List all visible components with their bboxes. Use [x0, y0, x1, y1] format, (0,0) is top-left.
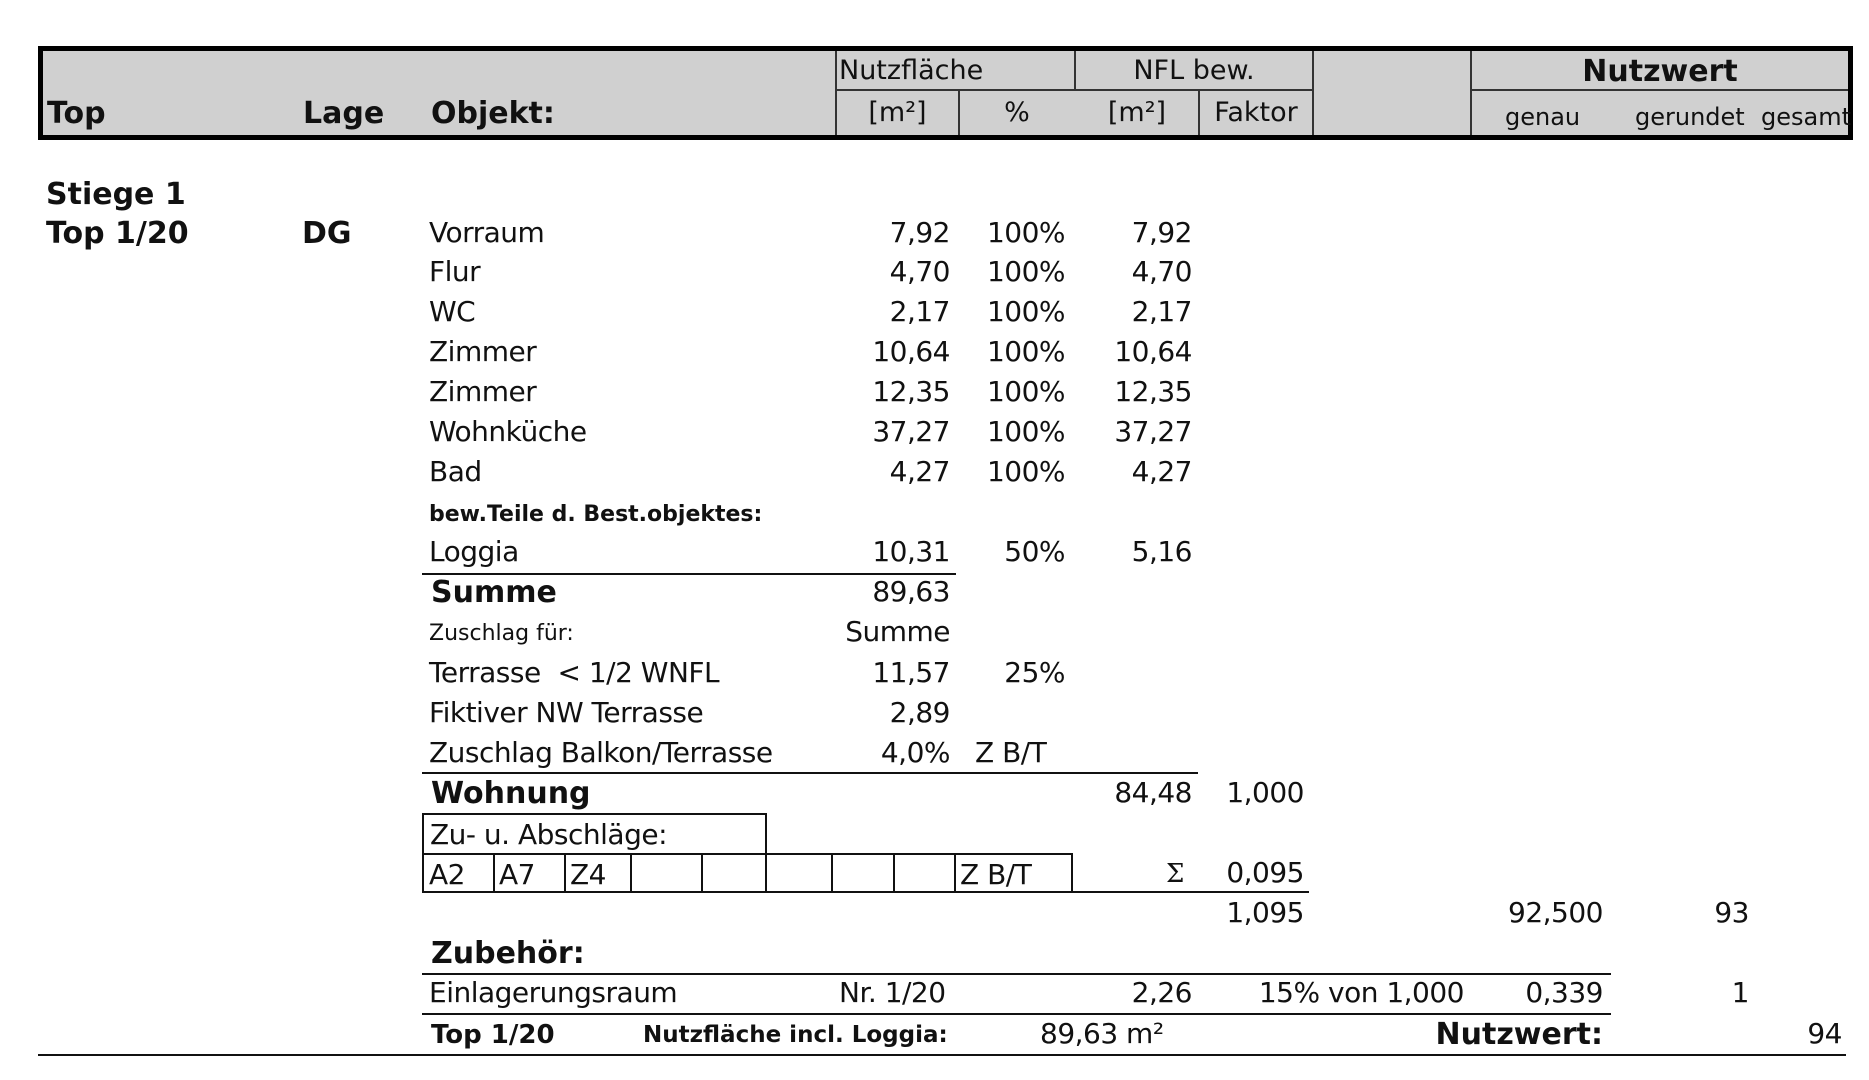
header-nutzwert: Nutzwert — [1582, 54, 1738, 89]
cell-divider — [493, 855, 495, 893]
zubehoer-item-pct: 15% von 1,000 — [1258, 976, 1464, 1009]
room-nfl: 4,27 — [1131, 455, 1192, 488]
terrasse-area: 11,57 — [872, 656, 950, 689]
room-name: Zimmer — [429, 335, 537, 368]
room-pct: 100% — [986, 255, 1065, 288]
cell-divider — [893, 855, 895, 893]
room-area: 2,17 — [889, 295, 950, 328]
room-nfl: 12,35 — [1114, 375, 1192, 408]
zubehoer-item-name: Einlagerungsraum — [429, 976, 678, 1009]
zuschlag-fuer-value: Summe — [845, 615, 950, 648]
header-unit-m2: [m²] — [868, 97, 927, 128]
room-pct: 100% — [986, 455, 1065, 488]
room-nfl: 10,64 — [1114, 335, 1192, 368]
header-faktor: Faktor — [1214, 97, 1298, 128]
zu-abschlaege-codes — [422, 853, 1073, 893]
footer-nutzwert-value: 94 — [1807, 1017, 1842, 1050]
footer-rule — [422, 1013, 1611, 1015]
zuschlag-balkon-code: Z B/T — [975, 736, 1047, 769]
zubehoer-item-area: 2,26 — [1131, 976, 1192, 1009]
room-area: 7,92 — [889, 216, 950, 249]
room-nfl: 37,27 — [1114, 415, 1192, 448]
room-area: 4,70 — [889, 255, 950, 288]
room-pct: 100% — [986, 375, 1065, 408]
room-area: 37,27 — [872, 415, 950, 448]
room-name: Flur — [429, 255, 481, 288]
room-name: WC — [429, 295, 476, 328]
stiege-label: Stiege 1 — [46, 177, 186, 212]
footer-nutzwert-label: Nutzwert: — [1435, 1017, 1603, 1052]
summe-value: 89,63 — [872, 575, 950, 608]
total-faktor: 1,095 — [1226, 896, 1304, 929]
header-divider — [1312, 51, 1314, 135]
cell-divider — [765, 855, 767, 893]
table-header — [38, 46, 1853, 140]
footer-nfl-value: 89,63 m² — [1040, 1017, 1164, 1050]
zubehoer-rule — [422, 973, 1611, 975]
cell-divider — [954, 855, 956, 893]
room-area: 12,35 — [872, 375, 950, 408]
header-divider — [1470, 89, 1848, 91]
room-pct: 100% — [986, 335, 1065, 368]
footer-nfl-label: Nutzfläche incl. Loggia: — [643, 1022, 948, 1048]
zuschlag-balkon-name: Zuschlag Balkon/Terrasse — [429, 736, 773, 769]
header-gesamt: gesamt — [1761, 103, 1851, 131]
header-percent: % — [1004, 97, 1030, 128]
loggia-pct: 50% — [1004, 535, 1065, 568]
loggia-nfl: 5,16 — [1131, 535, 1192, 568]
wohnung-rule — [422, 772, 1198, 774]
wohnung-faktor: 1,000 — [1226, 776, 1304, 809]
sigma-icon: Σ — [1166, 859, 1185, 889]
zubehoer-item-gerundet: 1 — [1731, 976, 1749, 1009]
zubehoer-item-nr: Nr. 1/20 — [839, 976, 946, 1009]
code-cell: A7 — [499, 858, 535, 891]
room-area: 4,27 — [889, 455, 950, 488]
header-gerundet: gerundet — [1635, 103, 1745, 131]
terrasse-name: Terrasse < 1/2 WNFL — [429, 656, 720, 689]
footer-top: Top 1/20 — [431, 1020, 555, 1050]
header-nutzflaeche: Nutzfläche — [839, 55, 984, 86]
room-name: Bad — [429, 455, 482, 488]
room-name: Zimmer — [429, 375, 537, 408]
wohnung-nfl: 84,48 — [1114, 776, 1192, 809]
cell-divider — [701, 855, 703, 893]
summe-label: Summe — [431, 575, 557, 610]
terrasse-pct: 25% — [1004, 656, 1065, 689]
cell-divider — [564, 855, 566, 893]
loggia-name: Loggia — [429, 535, 519, 568]
header-unit-m2-bew: [m²] — [1107, 97, 1167, 128]
loggia-area: 10,31 — [872, 535, 950, 568]
room-nfl: 4,70 — [1131, 255, 1192, 288]
room-nfl: 2,17 — [1131, 295, 1192, 328]
bew-teile-label: bew.Teile d. Best.objektes: — [429, 502, 763, 527]
cell-divider — [630, 855, 632, 893]
zu-abschlaege-label: Zu- u. Abschläge: — [430, 818, 668, 851]
room-name: Vorraum — [429, 216, 545, 249]
total-gerundet: 93 — [1714, 896, 1749, 929]
zu-abschlaege-sum: 0,095 — [1226, 856, 1304, 889]
zu-abschlaege-label-box — [422, 813, 767, 855]
code-cell: A2 — [429, 858, 465, 891]
header-genau: genau — [1505, 103, 1581, 131]
fiktiver-name: Fiktiver NW Terrasse — [429, 696, 704, 729]
room-nfl: 7,92 — [1131, 216, 1192, 249]
bottom-rule — [38, 1054, 1846, 1056]
code-cell: Z B/T — [960, 858, 1032, 891]
header-lage: Lage — [303, 96, 385, 131]
cell-divider — [831, 855, 833, 893]
room-pct: 100% — [986, 295, 1065, 328]
sum-rule — [1073, 891, 1309, 893]
fiktiver-area: 2,89 — [889, 696, 950, 729]
header-objekt: Objekt: — [431, 96, 555, 131]
zuschlag-balkon-value: 4,0% — [880, 736, 950, 769]
room-pct: 100% — [986, 216, 1065, 249]
room-pct: 100% — [986, 415, 1065, 448]
top-label: Top 1/20 — [46, 216, 189, 251]
room-area: 10,64 — [872, 335, 950, 368]
room-name: Wohnküche — [429, 415, 587, 448]
zubehoer-label: Zubehör: — [431, 936, 585, 971]
wohnung-label: Wohnung — [431, 776, 591, 811]
header-top: Top — [47, 96, 106, 131]
code-cell: Z4 — [570, 858, 606, 891]
total-genau: 92,500 — [1508, 896, 1603, 929]
header-divider — [835, 89, 1314, 91]
header-nfl-bew: NFL bew. — [1133, 55, 1255, 86]
lage-label: DG — [302, 216, 352, 251]
zubehoer-item-genau: 0,339 — [1525, 976, 1603, 1009]
zuschlag-fuer-label: Zuschlag für: — [429, 621, 574, 646]
